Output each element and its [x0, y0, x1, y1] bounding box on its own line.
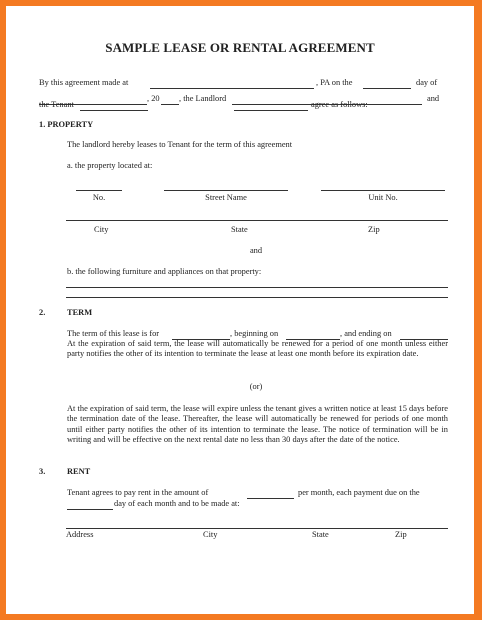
label-street: Street Name — [205, 193, 247, 202]
label-zip: Zip — [368, 225, 380, 234]
intro-text: , 20 — [147, 94, 160, 103]
blank-furniture-2[interactable] — [66, 297, 448, 298]
label-zip: Zip — [395, 530, 407, 539]
blank-street[interactable] — [164, 190, 288, 191]
document-page — [6, 6, 474, 614]
blank-year[interactable] — [161, 104, 179, 105]
term-or: (or) — [249, 382, 263, 391]
section-number-term: 2. — [39, 308, 46, 317]
intro-text: , PA on the — [316, 78, 353, 87]
section-heading-term: TERM — [67, 308, 93, 317]
section-number-rent: 3. — [39, 467, 46, 476]
label-city: City — [203, 530, 218, 539]
property-lead: The landlord hereby leases to Tenant for the term of this agreement — [67, 140, 293, 149]
property-and: and — [249, 246, 263, 255]
blank-city-state-zip[interactable] — [66, 220, 448, 221]
intro-text: and — [427, 94, 440, 103]
intro-text: the Tenant — [39, 100, 74, 109]
property-item-a: a. the property located at: — [67, 161, 153, 170]
term-renewal-paragraph: At the expiration of said term, the lease will automatically be renewed for a period of one month unless either party notifies the other of its intention to terminate the lease at least one month before its expiration date. — [67, 339, 448, 359]
blank-no[interactable] — [76, 190, 122, 191]
blank-rent-amount[interactable] — [247, 498, 294, 499]
rent-text: day of each month and to be made at: — [114, 499, 240, 508]
section-heading-property: 1. PROPERTY — [39, 120, 94, 129]
term-text: , beginning on — [230, 329, 279, 338]
intro-text: By this agreement made at — [39, 78, 129, 87]
blank-unit[interactable] — [321, 190, 445, 191]
property-item-b: b. the following furniture and appliances on that property: — [67, 267, 262, 276]
intro-text: agree as follows: — [311, 100, 368, 109]
intro-text: day of — [416, 78, 438, 87]
rent-text: Tenant agrees to pay rent in the amount of — [67, 488, 209, 497]
term-expiration-paragraph: At the expiration of said term, the lease will expire unless the tenant gives a written notice at least 15 days before the termination date of the lease. Thereafter, the lease will automatically be renewed for periods of one month until either party notifies the other of its intention to terminate the lease. The notice of termination will be in writing and will be effective on the next rental date no less than 30 days after the date of the notice. — [67, 404, 448, 445]
label-unit: Unit No. — [368, 193, 398, 202]
label-state: State — [312, 530, 329, 539]
label-no: No. — [92, 193, 106, 202]
label-address: Address — [66, 530, 94, 539]
blank-location[interactable] — [150, 88, 314, 89]
intro-text: , the Landlord — [179, 94, 227, 103]
section-heading-rent: RENT — [67, 467, 91, 476]
blank-day[interactable] — [363, 88, 411, 89]
document-title: SAMPLE LEASE OR RENTAL AGREEMENT — [105, 40, 375, 55]
label-state: State — [231, 225, 248, 234]
term-text: The term of this lease is for — [67, 329, 160, 338]
label-city: City — [94, 225, 109, 234]
blank-furniture-1[interactable] — [66, 287, 448, 288]
blank-rent-day[interactable] — [67, 509, 113, 510]
blank-tenant-b[interactable] — [234, 110, 308, 111]
term-text: , and ending on — [340, 329, 392, 338]
blank-rent-address[interactable] — [66, 528, 448, 529]
rent-text: per month, each payment due on the — [298, 488, 420, 497]
blank-tenant-a[interactable] — [80, 110, 148, 111]
